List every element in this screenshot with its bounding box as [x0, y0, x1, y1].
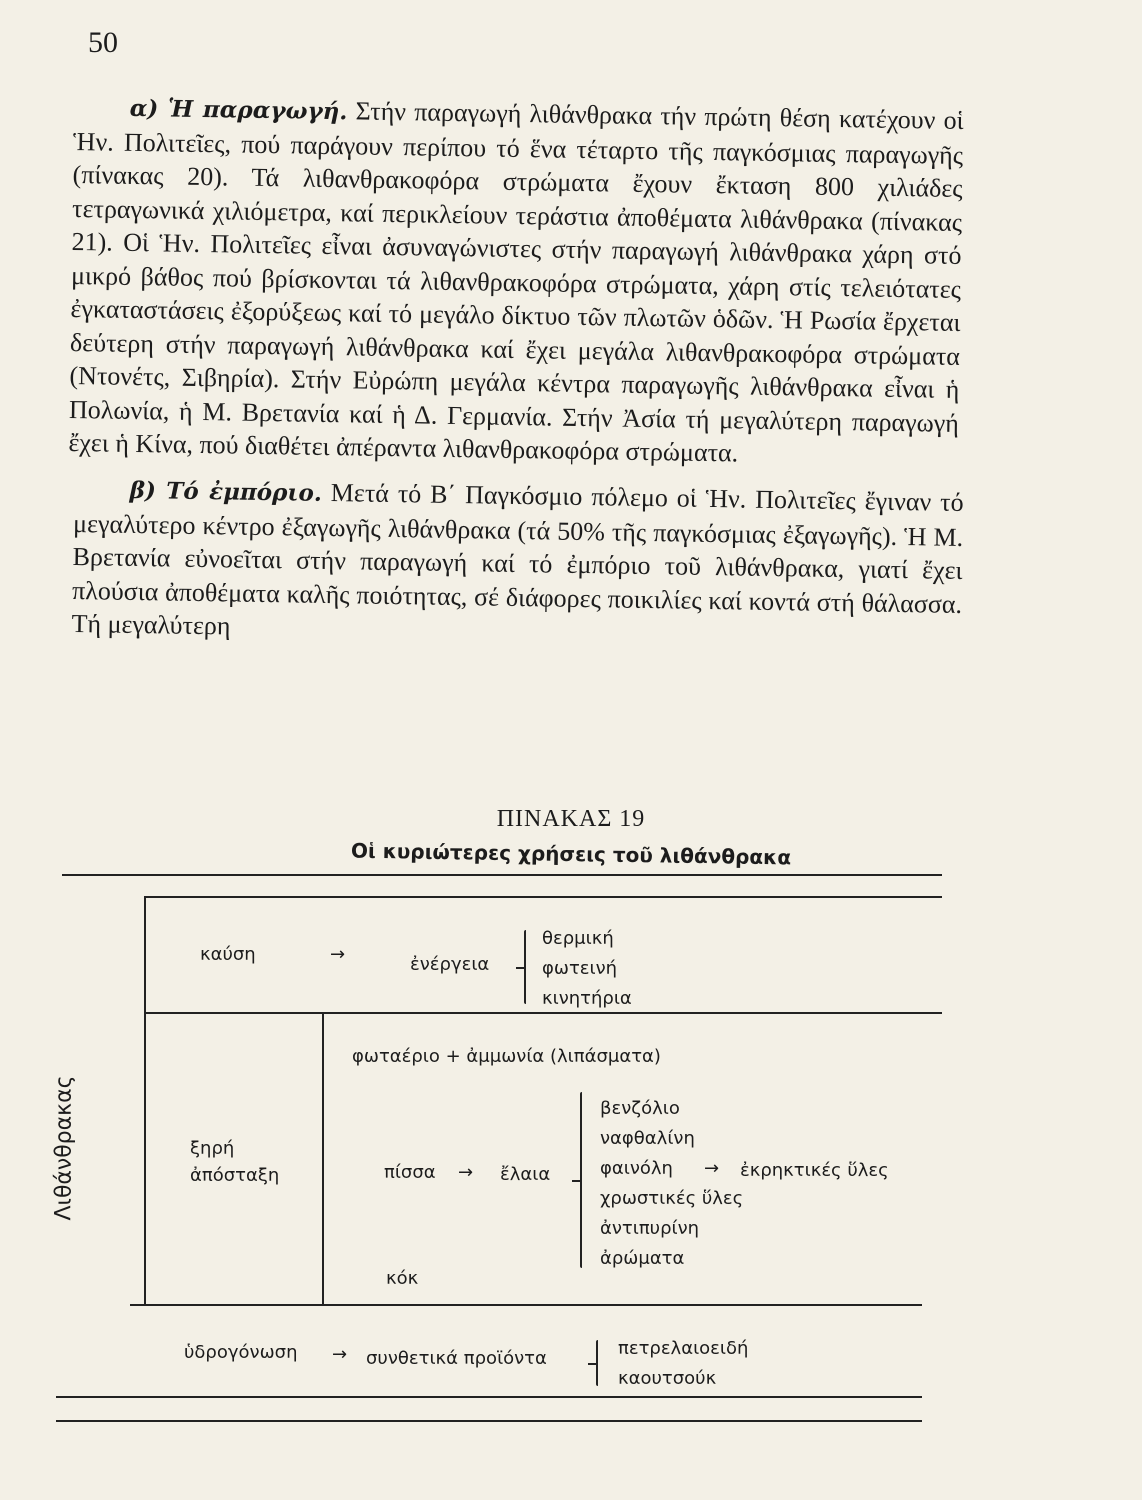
- text-production: Στήν παραγωγή λιθάνθρακα τήν πρώτη θέση κατέχουν οἱ Ἡν. Πολιτεῖες, πού παράγουν περίπου τό ἕνα τέταρτο τῆς παγκόσμιας παραγωγῆς (πίνακας 20). Τά λιθανθρακοφόρα στρώματα ἔχουν ἔκταση 800 χιλιάδες τετραγωνικά χιλιόμετρα, καί περικλείουν τεράστια ἀποθέματα λιθάνθρακα (πίνακας 21). Οἱ Ἡν. Πολιτεῖες εἶναι ἀσυναγώνιστες στήν παραγωγή λιθάνθρακα χάρη στό μικρό βάθος πού βρίσκονται τά λιθανθρακοφόρα στρώματα, χάρη στίς τελειότατες ἐγκαταστάσεις ἐξορύξεως καί τό μεγάλο δίκτυο τῶν πλωτῶν ὁδῶν. Ἡ Ρωσία ἔρχεται δεύτερη στήν παραγωγή λιθάνθρακα καί ἔχει μεγάλα λιθανθρακοφόρα στρώματα (Ντονέτς, Σιβηρία). Στήν Εὐρώπη μεγάλα κέντρα παραγωγῆς λιθάνθρακα εἶναι ἡ Πολωνία, ἡ Μ. Βρετανία καί ἡ Δ. Γερμανία. Στήν Ἀσία τή μεγαλύτερη παραγωγή ἔχει ἡ Κίνα, πού διαθέτει ἀπέραντα λιθανθρακοφόρα στρώματα.: [68, 96, 964, 468]
- arrow-icon: →: [704, 1158, 720, 1179]
- synthetic-item: καουτσούκ: [618, 1368, 717, 1389]
- table-bottom-rule: [56, 1420, 922, 1422]
- energy-item: φωτεινή: [542, 958, 618, 979]
- synthetic-products-label: συνθετικά προϊόντα: [366, 1348, 547, 1369]
- energy-label: ἐνέργεια: [410, 954, 490, 975]
- tar-label: πίσσα: [384, 1162, 436, 1183]
- oil-product-item: ἀντιπυρίνη: [600, 1218, 700, 1239]
- oil-product-item: βενζόλιο: [600, 1098, 680, 1119]
- table-title: Οἱ κυριώτερες χρήσεις τοῦ λιθάνθρακα: [350, 838, 792, 870]
- body-text: [68, 90, 964, 640]
- gas-ammonia-label: φωταέριο + ἀμμωνία (λιπάσματα): [352, 1046, 661, 1067]
- explosives-label: ἐκρηκτικές ὕλες: [740, 1160, 889, 1181]
- row2-inner-rule: [322, 1012, 324, 1304]
- oils-label: ἔλαια: [500, 1164, 551, 1185]
- arrow-icon: →: [332, 1344, 348, 1365]
- oil-product-item: φαινόλη: [600, 1158, 673, 1179]
- distillation-label: ἀπόσταξη: [190, 1165, 280, 1186]
- dry-label: ξηρή: [190, 1138, 235, 1159]
- paragraph-production: [68, 90, 964, 473]
- coke-label: κόκ: [386, 1268, 419, 1289]
- row-divider-1: [144, 1012, 942, 1014]
- dry-distillation-label: [190, 1138, 279, 1186]
- table-inner-bottom-rule: [56, 1396, 922, 1398]
- page-number: 50: [88, 26, 118, 59]
- combustion-label: καύση: [200, 944, 256, 965]
- hydrogenation-label: ὑδρογόνωση: [184, 1342, 298, 1363]
- text-trade: Μετά τό Β΄ Παγκόσμιο πόλεμο οἱ Ἡν. Πολιτεῖες ἔγιναν τό μεγαλύτερο κέντρο ἐξαγωγῆς λιθάνθρακα (τά 50% τῆς παγκόσμιας ἐξαγωγῆς). Ἡ Μ. Βρετανία εὐνοεῖται στήν παραγωγή καί τό ἐμπόριο τοῦ λιθάνθρακα, γιατί ἔχει πλούσια ἀποθέματα καλῆς ποιότητας, σέ διάφορες ποικιλίες καί κοντά στή θάλασσα. Τή μεγαλύτερη: [71, 477, 964, 640]
- heading-production: α) Ἡ παραγωγή.: [129, 94, 348, 126]
- oil-product-item: ἀρώματα: [600, 1248, 685, 1269]
- table-caption: ΠΙΝΑΚΑΣ 19: [496, 806, 646, 832]
- side-label: Λιθάνθρακας: [51, 1075, 77, 1221]
- oil-product-item: ναφθαλίνη: [600, 1128, 695, 1149]
- synthetic-item: πετρελαιοειδή: [618, 1338, 749, 1359]
- table-left-rule: [144, 896, 146, 1304]
- arrow-icon: →: [458, 1162, 474, 1183]
- brace-synthetic: [596, 1340, 598, 1386]
- row-divider-2: [130, 1304, 922, 1306]
- paragraph-trade: [71, 472, 964, 654]
- oil-product-item: χρωστικές ὕλες: [600, 1188, 744, 1209]
- energy-item: θερμική: [542, 928, 614, 949]
- arrow-icon: →: [330, 944, 346, 965]
- energy-item: κινητήρια: [542, 988, 632, 1009]
- brace-energy: [524, 930, 526, 1004]
- heading-trade: β) Τό ἐμπόριο.: [129, 476, 323, 507]
- table-inner-top-rule: [144, 896, 942, 898]
- table-top-rule: [62, 874, 942, 876]
- brace-oils: [580, 1092, 582, 1268]
